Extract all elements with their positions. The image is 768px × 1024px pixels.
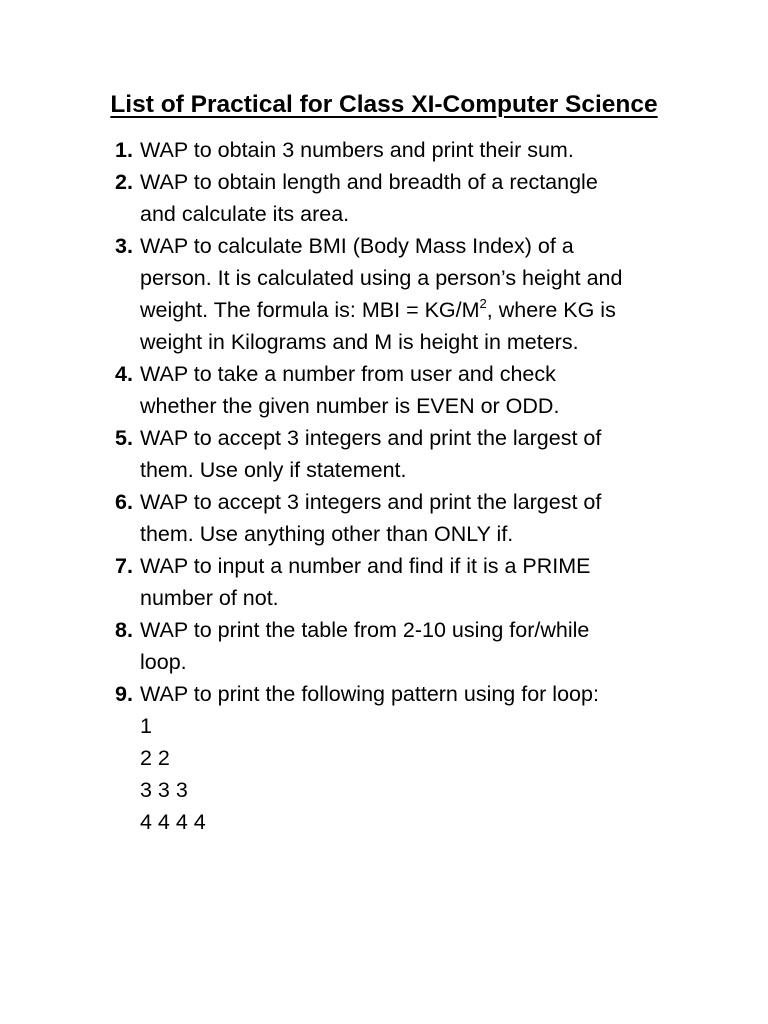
item-text: whether the given number is EVEN or ODD. (140, 394, 560, 418)
item-number: 5. (115, 426, 133, 450)
item-number: 1. (115, 138, 133, 162)
item-text: and calculate its area. (140, 202, 350, 226)
document-title: List of Practical for Class XI-Computer Science (110, 91, 658, 118)
formula-superscript: 2 (479, 295, 487, 311)
practical-item-1 (113, 134, 673, 166)
item-number: 3. (115, 234, 133, 258)
item-text: WAP to input a number and find if it is a PRIME (140, 554, 591, 578)
practical-item-3 (113, 230, 673, 358)
practical-item-6 (113, 486, 673, 550)
item-text: WAP to accept 3 integers and print the largest of (140, 490, 602, 514)
practical-item-5 (113, 422, 673, 486)
item-number: 7. (115, 554, 133, 578)
practical-item-7 (113, 550, 673, 614)
item-number: 2. (115, 170, 133, 194)
item-text: WAP to obtain 3 numbers and print their sum. (140, 138, 574, 162)
item-text: WAP to obtain length and breadth of a rectangle (140, 170, 598, 194)
item-text: WAP to accept 3 integers and print the largest of (140, 426, 602, 450)
practical-item-9 (113, 678, 673, 838)
item-number: 8. (115, 618, 133, 642)
practical-item-8 (113, 614, 673, 678)
item-number: 6. (115, 490, 133, 514)
item-text: WAP to print the following pattern using for loop: (140, 682, 599, 706)
pattern-row-2: 2 2 (140, 746, 170, 770)
item-text: WAP to take a number from user and check (140, 362, 556, 386)
item-text: them. Use only if statement. (140, 458, 407, 482)
item-text: weight in Kilograms and M is height in meters. (140, 330, 579, 354)
item-number: 9. (115, 682, 133, 706)
item-number: 4. (115, 362, 133, 386)
practical-item-4 (113, 358, 673, 422)
pattern-row-4: 4 4 4 4 (140, 810, 206, 834)
practical-item-2 (113, 166, 673, 230)
item-text: WAP to print the table from 2-10 using for/while (140, 618, 590, 642)
pattern-row-3: 3 3 3 (140, 778, 188, 802)
formula-line (140, 294, 673, 326)
item-text: them. Use anything other than ONLY if. (140, 522, 514, 546)
pattern-row-1: 1 (140, 714, 152, 738)
item-text: person. It is calculated using a person’s height and (140, 266, 623, 290)
formula-text-after: , where KG is (486, 298, 616, 322)
item-text: number of not. (140, 586, 279, 610)
item-text: WAP to calculate BMI (Body Mass Index) of a (140, 234, 574, 258)
item-text: loop. (140, 650, 187, 674)
practical-list (113, 134, 673, 838)
formula-text: weight. The formula is: MBI = KG/M (140, 298, 480, 322)
